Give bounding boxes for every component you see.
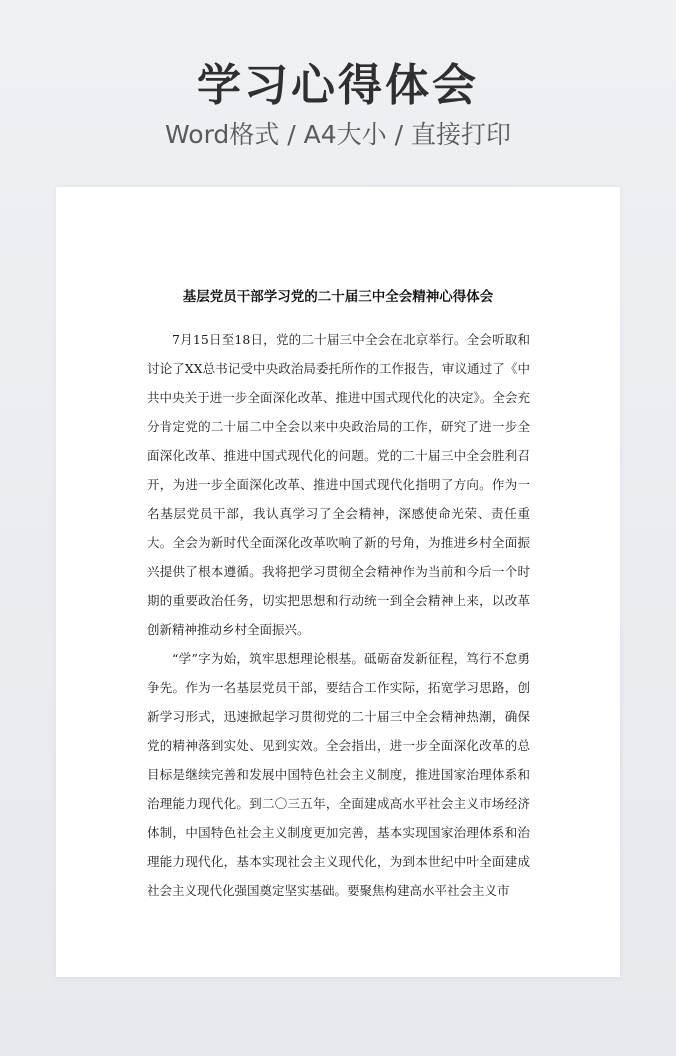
- paragraph: 7月15日至18日，党的二十届三中全会在北京举行。全会听取和讨论了XX总书记受中央政治局委托所作的工作报告，审议通过了《中共中央关于进一步全面深化改革、推进中国式现代化的决定》。全会充分肯定党的二十届二中全会以来中央政治局的工作，研究了进一步全面深化改革、推进中国式现代化的问题。党的二十届三中全会胜利召开，为进一步全面深化改革、推进中国式现代化指明了方向。作为一名基层党员干部，我认真学习了全会精神，深感使命光荣、责任重大。全会为新时代全面深化改革吹响了新的号角，为推进乡村全面振兴提供了根本遵循。我将把学习贯彻全会精神作为当前和今后一个时期的重要政治任务，切实把思想和行动统一到全会精神上来，以改革创新精神推动乡村全面振兴。: [147, 332, 530, 637]
- banner-title: 学习心得体会: [197, 60, 479, 111]
- document-body: [147, 325, 530, 905]
- banner-subtitle: Word格式 / A4大小 / 直接打印: [165, 120, 511, 149]
- header-banner: [0, 60, 676, 152]
- document-page: [56, 187, 620, 977]
- document-title: 基层党员干部学习党的二十届三中全会精神心得体会: [182, 289, 494, 305]
- paragraph: “学”字为始，筑牢思想理论根基。砥砺奋发新征程，笃行不怠勇争先。作为一名基层党员干部，要结合工作实际，拓宽学习思路，创新学习形式，迅速掀起学习贯彻党的二十届三中全会精神热潮，确保党的精神落到实处、见到实效。全会指出，进一步全面深化改革的总目标是继续完善和发展中国特色社会主义制度，推进国家治理体系和治理能力现代化。到二〇三五年，全面建成高水平社会主义市场经济体制，中国特色社会主义制度更加完善，基本实现国家治理体系和治理能力现代化，基本实现社会主义现代化，为到本世纪中叶全面建成社会主义现代化强国奠定坚实基础。要聚焦构建高水平社会主义市: [147, 651, 530, 898]
